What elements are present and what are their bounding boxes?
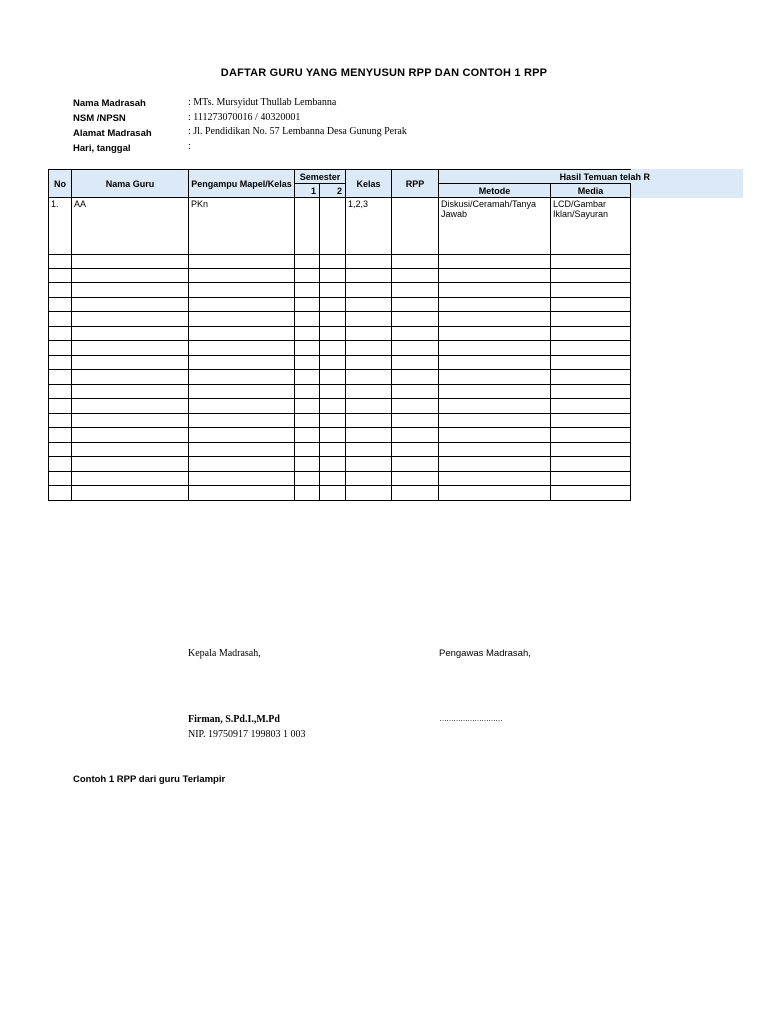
empty-cell xyxy=(551,312,631,327)
empty-cell xyxy=(439,269,551,283)
empty-cell xyxy=(392,414,439,428)
empty-cell xyxy=(49,414,72,428)
table-row xyxy=(49,414,631,428)
empty-cell xyxy=(346,486,392,501)
empty-cell xyxy=(295,341,320,356)
empty-cell xyxy=(49,399,72,414)
empty-cell xyxy=(392,269,439,283)
empty-cell xyxy=(392,341,439,356)
empty-cell xyxy=(49,443,72,457)
empty-cell xyxy=(439,327,551,341)
empty-cell xyxy=(72,255,189,269)
table-row xyxy=(49,356,631,370)
empty-cell xyxy=(320,399,346,414)
cell-sem-1 xyxy=(295,198,320,255)
info-label-nama-madrasah: Nama Madrasah xyxy=(73,98,146,109)
empty-cell xyxy=(49,457,72,472)
empty-cell xyxy=(392,399,439,414)
empty-cell xyxy=(346,472,392,486)
empty-cell xyxy=(189,341,295,356)
footer-note: Contoh 1 RPP dari guru Terlampir xyxy=(73,774,226,785)
empty-cell xyxy=(439,399,551,414)
empty-cell xyxy=(189,269,295,283)
table-row xyxy=(49,443,631,457)
empty-cell xyxy=(346,370,392,385)
empty-cell xyxy=(49,327,72,341)
empty-cell xyxy=(72,457,189,472)
info-value-nama-madrasah: : MTs. Mursyidut Thullab Lembanna xyxy=(188,97,337,108)
empty-cell xyxy=(551,356,631,370)
table-row xyxy=(49,457,631,472)
empty-cell xyxy=(49,472,72,486)
empty-cell xyxy=(189,428,295,443)
info-value-hari-tanggal: : xyxy=(188,141,191,152)
empty-cell xyxy=(392,312,439,327)
empty-cell xyxy=(72,399,189,414)
empty-cell xyxy=(320,486,346,501)
header-nama-guru: Nama Guru xyxy=(72,170,189,198)
info-label-alamat: Alamat Madrasah xyxy=(73,128,152,139)
table-row xyxy=(49,341,631,356)
empty-cell xyxy=(320,472,346,486)
empty-cell xyxy=(392,472,439,486)
table-row xyxy=(49,298,631,312)
info-label-nsm-npsn: NSM /NPSN xyxy=(73,113,126,124)
empty-cell xyxy=(49,370,72,385)
empty-cell xyxy=(346,298,392,312)
empty-cell xyxy=(551,472,631,486)
empty-cell xyxy=(189,327,295,341)
empty-cell xyxy=(439,255,551,269)
empty-cell xyxy=(189,399,295,414)
table-row xyxy=(49,428,631,443)
header-no: No xyxy=(49,170,72,198)
header-sem-1: 1 xyxy=(295,184,320,198)
empty-cell xyxy=(49,255,72,269)
empty-cell xyxy=(189,457,295,472)
empty-cell xyxy=(295,457,320,472)
cell-rpp xyxy=(392,198,439,255)
cell-nama-guru: AA xyxy=(72,198,189,255)
empty-cell xyxy=(49,385,72,399)
empty-cell xyxy=(49,269,72,283)
header-media: Media xyxy=(551,184,631,198)
header-pengampu: Pengampu Mapel/Kelas xyxy=(189,170,295,198)
empty-cell xyxy=(439,370,551,385)
empty-cell xyxy=(295,399,320,414)
empty-cell xyxy=(295,269,320,283)
empty-cell xyxy=(346,457,392,472)
empty-cell xyxy=(346,327,392,341)
table-row xyxy=(49,255,631,269)
empty-cell xyxy=(346,414,392,428)
table-row xyxy=(49,283,631,298)
empty-cell xyxy=(439,472,551,486)
empty-cell xyxy=(320,385,346,399)
empty-cell xyxy=(439,298,551,312)
empty-cell xyxy=(439,312,551,327)
empty-cell xyxy=(295,298,320,312)
empty-cell xyxy=(295,370,320,385)
empty-cell xyxy=(72,472,189,486)
pengawas-madrasah-name: ……………………… xyxy=(439,714,502,723)
empty-cell xyxy=(392,457,439,472)
cell-media: LCD/Gambar Iklan/Sayuran xyxy=(551,198,631,255)
empty-cell xyxy=(72,443,189,457)
empty-cell xyxy=(189,385,295,399)
empty-cell xyxy=(49,312,72,327)
header-kelas: Kelas xyxy=(346,170,392,198)
table-row xyxy=(49,385,631,399)
empty-cell xyxy=(320,356,346,370)
empty-cell xyxy=(72,327,189,341)
empty-cell xyxy=(72,486,189,501)
empty-cell xyxy=(551,414,631,428)
empty-cell xyxy=(320,443,346,457)
empty-cell xyxy=(551,327,631,341)
header-metode: Metode xyxy=(439,184,551,198)
empty-cell xyxy=(551,341,631,356)
info-label-hari-tanggal: Hari, tanggal xyxy=(73,143,131,154)
empty-cell xyxy=(49,298,72,312)
empty-cell xyxy=(346,428,392,443)
document-title: DAFTAR GURU YANG MENYUSUN RPP DAN CONTOH 1 RPP xyxy=(220,67,548,79)
empty-cell xyxy=(49,428,72,443)
empty-cell xyxy=(295,486,320,501)
table-row xyxy=(49,327,631,341)
empty-cell xyxy=(72,341,189,356)
empty-cell xyxy=(320,428,346,443)
cell-mapel: PKn xyxy=(189,198,295,255)
table-row xyxy=(49,269,631,283)
empty-cell xyxy=(346,255,392,269)
empty-cell xyxy=(49,486,72,501)
empty-cell xyxy=(72,356,189,370)
table-row xyxy=(49,312,631,327)
cell-kelas: 1,2,3 xyxy=(346,198,392,255)
empty-cell xyxy=(439,341,551,356)
kepala-madrasah-nip: NIP. 19750917 199803 1 003 xyxy=(188,729,306,740)
empty-cell xyxy=(320,370,346,385)
table-row xyxy=(49,370,631,385)
empty-cell xyxy=(439,457,551,472)
empty-cell xyxy=(439,356,551,370)
empty-cell xyxy=(189,356,295,370)
empty-cell xyxy=(439,414,551,428)
empty-cell xyxy=(72,312,189,327)
empty-cell xyxy=(346,399,392,414)
header-hasil: Hasil Temuan telah R xyxy=(559,172,650,182)
empty-cell xyxy=(295,283,320,298)
empty-cell xyxy=(72,283,189,298)
empty-cell xyxy=(49,341,72,356)
empty-cell xyxy=(295,414,320,428)
empty-cell xyxy=(189,443,295,457)
empty-cell xyxy=(320,414,346,428)
empty-cell xyxy=(72,298,189,312)
kepala-madrasah-name: Firman, S.Pd.I.,M.Pd xyxy=(188,714,280,725)
kepala-madrasah-label: Kepala Madrasah, xyxy=(188,648,261,659)
table-row xyxy=(49,472,631,486)
empty-cell xyxy=(295,327,320,341)
empty-cell xyxy=(295,443,320,457)
empty-cell xyxy=(346,312,392,327)
empty-cell xyxy=(320,341,346,356)
empty-cell xyxy=(551,370,631,385)
empty-cell xyxy=(189,472,295,486)
empty-cell xyxy=(72,385,189,399)
empty-cell xyxy=(551,269,631,283)
empty-cell xyxy=(346,283,392,298)
empty-cell xyxy=(439,443,551,457)
empty-cell xyxy=(72,428,189,443)
info-value-nsm-npsn: : 111273070016 / 40320001 xyxy=(188,112,301,123)
table-row xyxy=(49,399,631,414)
rpp-table xyxy=(48,169,631,501)
empty-rows xyxy=(49,255,631,501)
empty-cell xyxy=(49,283,72,298)
empty-cell xyxy=(320,457,346,472)
empty-cell xyxy=(392,486,439,501)
empty-cell xyxy=(49,356,72,370)
empty-cell xyxy=(189,486,295,501)
empty-cell xyxy=(346,269,392,283)
empty-cell xyxy=(392,385,439,399)
empty-cell xyxy=(189,255,295,269)
empty-cell xyxy=(295,356,320,370)
table-row xyxy=(49,198,631,255)
empty-cell xyxy=(72,269,189,283)
empty-cell xyxy=(392,443,439,457)
empty-cell xyxy=(295,255,320,269)
empty-cell xyxy=(320,312,346,327)
empty-cell xyxy=(346,443,392,457)
empty-cell xyxy=(392,428,439,443)
table-row xyxy=(49,486,631,501)
empty-cell xyxy=(392,255,439,269)
empty-cell xyxy=(439,428,551,443)
empty-cell xyxy=(346,385,392,399)
empty-cell xyxy=(551,298,631,312)
empty-cell xyxy=(320,255,346,269)
empty-cell xyxy=(189,312,295,327)
empty-cell xyxy=(439,385,551,399)
empty-cell xyxy=(439,486,551,501)
empty-cell xyxy=(551,457,631,472)
empty-cell xyxy=(392,356,439,370)
empty-cell xyxy=(551,385,631,399)
empty-cell xyxy=(551,399,631,414)
empty-cell xyxy=(320,298,346,312)
header-semester: Semester xyxy=(295,170,346,184)
empty-cell xyxy=(295,472,320,486)
empty-cell xyxy=(295,385,320,399)
empty-cell xyxy=(189,283,295,298)
empty-cell xyxy=(320,269,346,283)
empty-cell xyxy=(346,356,392,370)
empty-cell xyxy=(189,370,295,385)
empty-cell xyxy=(551,486,631,501)
pengawas-madrasah-label: Pengawas Madrasah, xyxy=(439,648,531,659)
empty-cell xyxy=(295,428,320,443)
empty-cell xyxy=(392,283,439,298)
empty-cell xyxy=(439,283,551,298)
empty-cell xyxy=(346,341,392,356)
cell-metode: Diskusi/Ceramah/Tanya Jawab xyxy=(439,198,551,255)
header-sem-2: 2 xyxy=(320,184,346,198)
empty-cell xyxy=(551,443,631,457)
info-value-alamat: : Jl. Pendidikan No. 57 Lembanna Desa Gunung Perak xyxy=(188,126,407,137)
cell-no: 1. xyxy=(49,198,72,255)
empty-cell xyxy=(295,312,320,327)
empty-cell xyxy=(551,283,631,298)
empty-cell xyxy=(320,283,346,298)
empty-cell xyxy=(392,298,439,312)
empty-cell xyxy=(320,327,346,341)
cell-sem-2 xyxy=(320,198,346,255)
empty-cell xyxy=(392,370,439,385)
empty-cell xyxy=(72,370,189,385)
empty-cell xyxy=(551,428,631,443)
header-rpp: RPP xyxy=(392,170,439,198)
empty-cell xyxy=(72,414,189,428)
empty-cell xyxy=(189,298,295,312)
empty-cell xyxy=(392,327,439,341)
empty-cell xyxy=(551,255,631,269)
empty-cell xyxy=(189,414,295,428)
